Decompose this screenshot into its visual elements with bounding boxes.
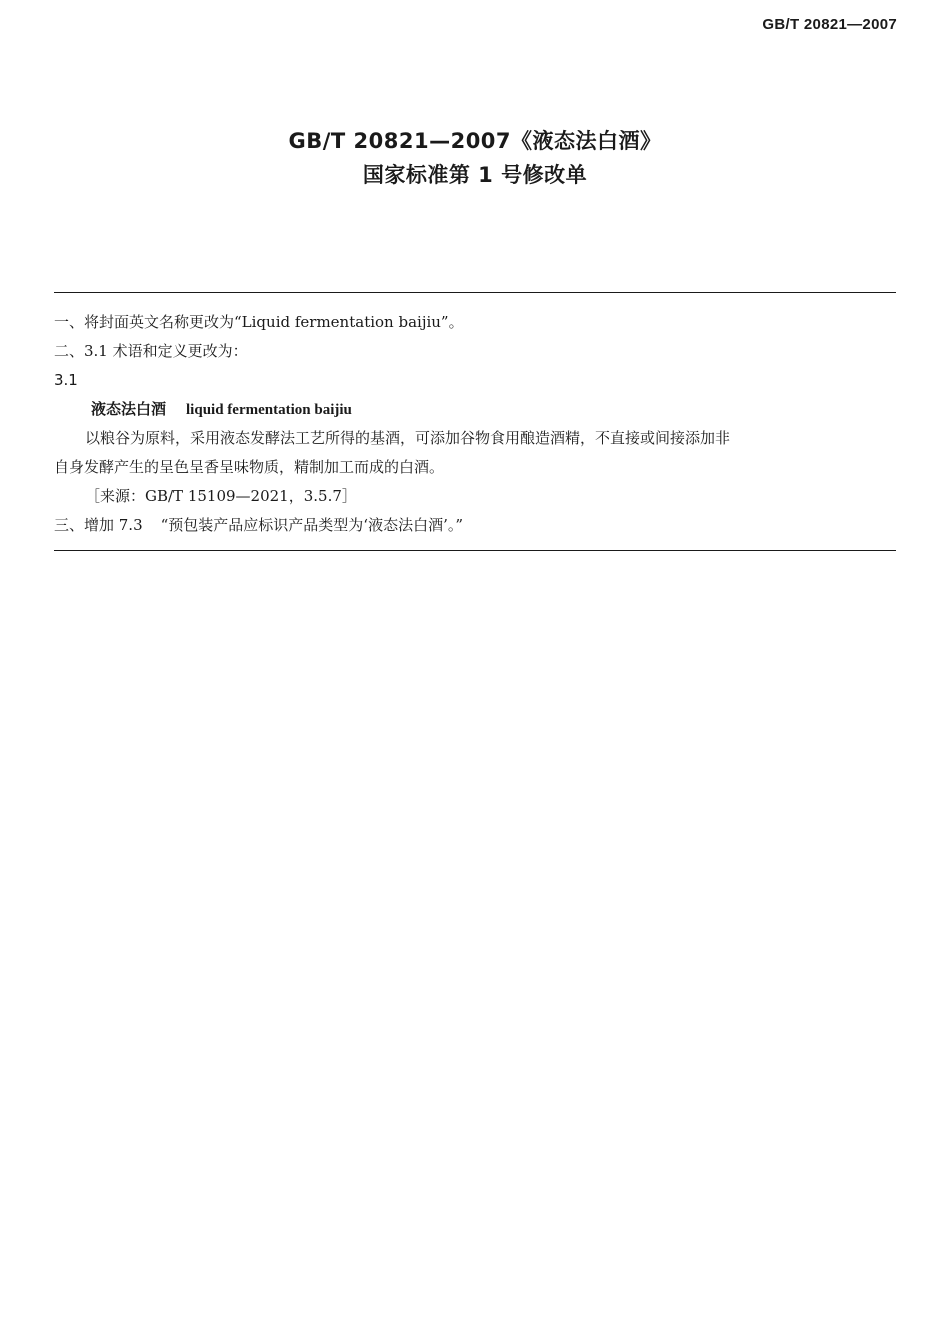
amendment-item-1: 一、将封面英文名称更改为“Liquid fermentation baijiu”。 [54, 313, 464, 331]
term-heading [54, 395, 896, 424]
bottom-divider [54, 550, 896, 551]
top-divider [54, 292, 896, 293]
definition-line-2: 自身发酵产生的呈色呈香呈味物质，精制加工而成的白酒。 [54, 458, 445, 476]
title-line-1: GB/T 20821—2007《液态法白酒》 [288, 129, 662, 153]
term-chinese: 液态法白酒 [91, 400, 167, 418]
title-line-2: 国家标准第 1 号修改单 [362, 163, 588, 187]
term-definition [54, 424, 896, 482]
amendment-item-2: 二、3.1 术语和定义更改为： [54, 342, 248, 360]
definition-line-1: 以粮谷为原料，采用液态发酵法工艺所得的基酒，可添加谷物食用酿造酒精，不直接或间接添加非 [85, 429, 731, 447]
term-english: liquid fermentation baijiu [186, 402, 352, 418]
definition-source: ［来源：GB/T 15109—2021，3.5.7］ [85, 487, 357, 505]
amendment-content [54, 308, 896, 540]
item-3-text: “预包装产品应标识产品类型为‘液态法白酒’。” [160, 516, 464, 534]
section-number: 3.1 [54, 371, 78, 389]
amendment-item-3 [54, 511, 896, 540]
item-3-prefix: 三、增加 7.3 [54, 516, 143, 534]
document-title [0, 124, 950, 192]
page-header-standard-code: GB/T 20821—2007 [762, 16, 897, 33]
